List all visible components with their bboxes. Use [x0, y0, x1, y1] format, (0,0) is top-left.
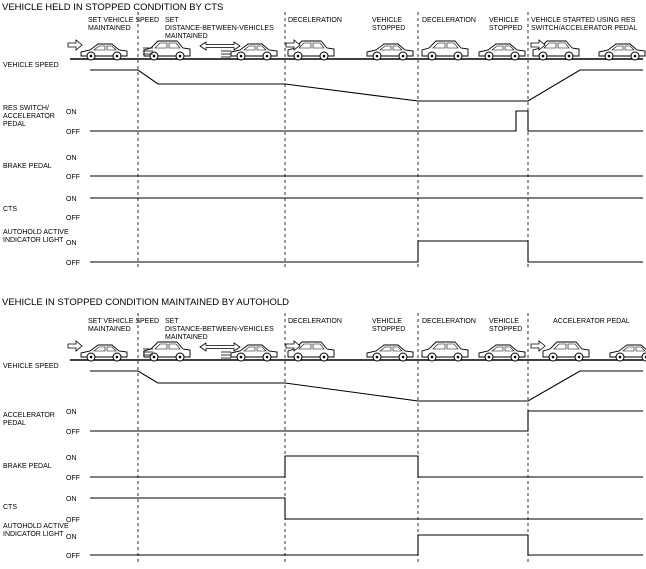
section-title: VEHICLE HELD IN STOPPED CONDITION BY CTS: [2, 2, 224, 13]
phase-label: DECELERATION: [422, 318, 476, 325]
off-label: OFF: [66, 215, 80, 222]
phase-label: VEHICLE: [372, 17, 402, 24]
phase-label: MAINTAINED: [88, 25, 131, 32]
signal-row: [3, 409, 643, 436]
signal-trace: [90, 241, 643, 262]
car-icon: [367, 44, 413, 60]
off-label: OFF: [66, 174, 80, 181]
signal-label: VEHICLE SPEED: [3, 363, 59, 370]
phase-label: VEHICLE STARTED USING RES: [531, 17, 636, 24]
off-label: OFF: [66, 475, 80, 482]
phase-label: SET: [165, 17, 179, 24]
signal-label: AUTOHOLD ACTIVE: [3, 523, 69, 530]
signal-row: [3, 363, 643, 401]
signal-label: CTS: [3, 206, 17, 213]
motion-arrow-icon: [531, 341, 545, 351]
section-title: VEHICLE IN STOPPED CONDITION MAINTAINED BY AUTOHOLD: [2, 297, 289, 308]
on-label: ON: [66, 155, 77, 162]
car-icon: [81, 44, 127, 60]
signal-label: INDICATOR LIGHT: [3, 531, 64, 538]
on-label: ON: [66, 534, 77, 541]
signal-label: PEDAL: [3, 121, 26, 128]
on-label: ON: [66, 240, 77, 247]
off-label: OFF: [66, 517, 80, 524]
car-icon: [599, 44, 645, 60]
car-icon: [610, 345, 646, 361]
distance-arrow-icon: [200, 42, 240, 50]
phase-label: VEHICLE: [489, 17, 519, 24]
signal-label: BRAKE PEDAL: [3, 163, 52, 170]
car-icon: [144, 342, 190, 361]
section-2: [2, 297, 646, 562]
car-icon: [479, 345, 525, 361]
phase-label: SET: [165, 318, 179, 325]
off-label: OFF: [66, 553, 80, 560]
distance-arrow-icon: [200, 343, 240, 351]
signal-trace: [90, 456, 643, 477]
phase-label: STOPPED: [489, 326, 523, 333]
signal-label: ACCELERATOR: [3, 412, 55, 419]
off-label: OFF: [66, 260, 80, 267]
speed-lines-icon: [221, 51, 231, 57]
phase-label: MAINTAINED: [165, 33, 208, 40]
car-icon: [479, 44, 525, 60]
car-icon: [367, 345, 413, 361]
phase-label: ACCELERATOR PEDAL: [553, 318, 630, 325]
signal-row: [3, 62, 643, 101]
phase-label: STOPPED: [372, 326, 406, 333]
phase-label: STOPPED: [372, 25, 406, 32]
motion-arrow-icon: [68, 341, 82, 351]
phase-label: VEHICLE: [489, 318, 519, 325]
phase-label: SWITCH/ACCELERATOR PEDAL: [531, 25, 638, 32]
signal-trace: [90, 498, 643, 519]
signal-label: BRAKE PEDAL: [3, 463, 52, 470]
car-icon: [543, 342, 589, 361]
signal-row: [3, 496, 643, 524]
on-label: ON: [66, 196, 77, 203]
signal-trace: [90, 111, 643, 131]
signal-label: VEHICLE SPEED: [3, 62, 59, 69]
signal-trace: [90, 70, 643, 101]
off-label: OFF: [66, 129, 80, 136]
signal-row: [3, 196, 643, 222]
phase-label: VEHICLE: [372, 318, 402, 325]
car-icon: [422, 41, 468, 60]
on-label: ON: [66, 409, 77, 416]
phase-label: STOPPED: [489, 25, 523, 32]
phase-label: DECELERATION: [288, 318, 342, 325]
phase-label: MAINTAINED: [88, 326, 131, 333]
signal-row: [3, 155, 643, 181]
signal-row: [3, 523, 643, 560]
signal-label: CTS: [3, 504, 17, 511]
signal-label: PEDAL: [3, 420, 26, 427]
car-icon: [81, 345, 127, 361]
signal-label: RES SWITCH/: [3, 105, 49, 112]
phase-label: DECELERATION: [422, 17, 476, 24]
section-1: [2, 2, 645, 268]
signal-label: INDICATOR LIGHT: [3, 237, 64, 244]
car-icon: [144, 41, 190, 60]
car-icon: [422, 342, 468, 361]
signal-trace: [90, 535, 643, 555]
phase-label: DISTANCE-BETWEEN-VEHICLES: [165, 25, 274, 32]
motion-arrow-icon: [68, 40, 82, 50]
phase-label: SET VEHICLE SPEED: [88, 17, 160, 24]
signal-trace: [90, 411, 643, 431]
phase-label: SET VEHICLE SPEED: [88, 318, 160, 325]
on-label: ON: [66, 496, 77, 503]
signal-label: AUTOHOLD ACTIVE: [3, 229, 69, 236]
phase-label: DISTANCE-BETWEEN-VEHICLES: [165, 326, 274, 333]
on-label: ON: [66, 455, 77, 462]
signal-row: [3, 455, 643, 482]
phase-label: MAINTAINED: [165, 334, 208, 341]
on-label: ON: [66, 109, 77, 116]
signal-label: ACCELERATOR: [3, 113, 55, 120]
phase-label: DECELERATION: [288, 17, 342, 24]
signal-row: [3, 229, 643, 267]
off-label: OFF: [66, 429, 80, 436]
signal-row: [3, 105, 643, 136]
signal-trace: [90, 371, 643, 401]
speed-lines-icon: [221, 352, 231, 358]
